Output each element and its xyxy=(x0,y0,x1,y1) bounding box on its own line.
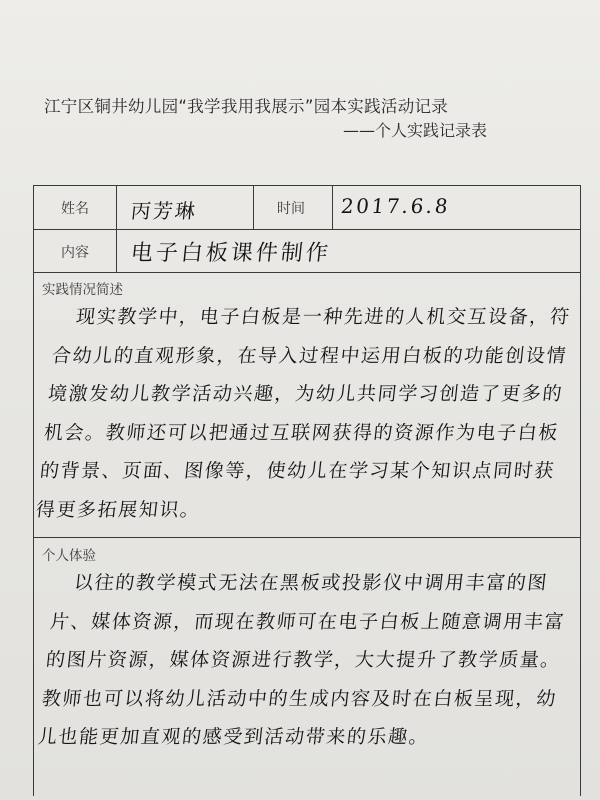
content-value: 电子白板课件制作 xyxy=(129,241,333,266)
content-label-cell xyxy=(34,230,117,272)
experience-text: 以往的教学模式无法在黑板或投影仪中调用丰富的图片、媒体资源，而现在教师可在电子白板上随意调用丰富的图片资源，媒体资源进行教学，大大提升了教学质量。教师也可以将幼儿活动中的生成内容及时在白板呈现，幼儿也能更加直观的感受到活动带来的乐趣。 xyxy=(36,572,567,748)
experience-section xyxy=(34,538,580,796)
name-value-cell xyxy=(117,186,254,229)
page-subtitle: ——个人实践记录表 xyxy=(343,121,488,140)
name-label: 姓名 xyxy=(61,201,89,217)
content-row xyxy=(34,230,580,273)
practice-section xyxy=(34,272,580,538)
time-label: 时间 xyxy=(277,201,305,217)
content-label: 内容 xyxy=(61,245,89,261)
name-label-cell xyxy=(34,186,117,229)
page-title: 江宁区铜井幼儿园“我学我用我展示”园本实践活动记录 xyxy=(44,97,449,116)
content-value-cell xyxy=(117,230,580,272)
experience-label: 个人体验 xyxy=(42,548,96,564)
practice-text: 现实教学中，电子白板是一种先进的人机交互设备，符合幼儿的直观形象，在导入过程中运用白板的功能创设情境激发幼儿教学活动兴趣，为幼儿共同学习创造了更多的机会。教师还可以把通过互联网获得的资源作为电子白板的背景、页面、图像等，使幼儿在学习某个知识点同时获得更多拓展知识。 xyxy=(34,306,572,521)
name-value: 丙芳琳 xyxy=(129,199,199,223)
time-value: 2017.6.8 xyxy=(339,194,452,218)
time-label-cell xyxy=(254,186,333,229)
record-form xyxy=(33,185,581,796)
time-value-cell xyxy=(333,186,580,229)
name-time-row xyxy=(34,186,580,230)
practice-label: 实践情况简述 xyxy=(42,282,123,298)
